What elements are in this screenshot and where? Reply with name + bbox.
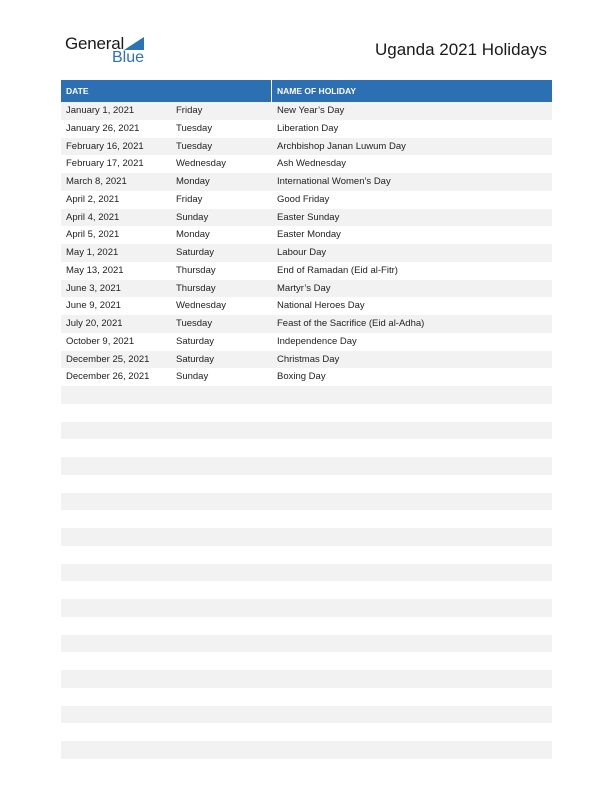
holiday-date: December 25, 2021 — [66, 353, 150, 365]
holiday-date: June 9, 2021 — [66, 300, 121, 312]
holiday-weekday: Friday — [176, 105, 203, 116]
table-row — [61, 706, 552, 724]
holiday-name: Liberation Day — [277, 122, 339, 134]
table-row — [61, 333, 552, 351]
holiday-weekday: Saturday — [176, 335, 215, 347]
holiday-weekday: Sunday — [176, 371, 209, 383]
table-row — [61, 138, 552, 156]
holiday-name: Martyr’s Day — [277, 282, 331, 294]
table-row — [61, 173, 552, 191]
table-row — [61, 439, 552, 457]
table-row — [61, 493, 552, 511]
table-row — [61, 741, 552, 759]
holiday-date: October 9, 2021 — [66, 335, 135, 347]
table-row — [61, 670, 552, 688]
holiday-date: March 8, 2021 — [66, 176, 127, 187]
table-row — [61, 652, 552, 670]
table-row — [61, 155, 552, 173]
holiday-weekday: Thursday — [176, 264, 216, 276]
holiday-weekday: Monday — [176, 176, 210, 187]
table-row — [61, 244, 552, 262]
holiday-weekday: Wednesday — [176, 158, 226, 170]
holiday-date: July 20, 2021 — [66, 318, 123, 329]
table-header — [61, 80, 552, 102]
table-row — [61, 723, 552, 741]
holiday-weekday: Saturday — [176, 247, 215, 258]
holiday-date: February 17, 2021 — [66, 158, 144, 170]
holiday-name: National Heroes Day — [277, 300, 365, 312]
holiday-date: April 4, 2021 — [66, 211, 120, 223]
holiday-date: May 13, 2021 — [66, 264, 124, 276]
holiday-weekday: Sunday — [176, 211, 209, 223]
table-row — [61, 510, 552, 528]
table-row — [61, 368, 552, 386]
table-row — [61, 688, 552, 706]
table-row — [61, 209, 552, 227]
table-row — [61, 404, 552, 422]
holiday-weekday: Tuesday — [176, 122, 213, 134]
table-row — [61, 262, 552, 280]
table-row — [61, 599, 552, 617]
holiday-table — [61, 80, 552, 759]
holiday-weekday: Thursday — [176, 282, 216, 294]
header-holiday-name: NAME OF HOLIDAY — [277, 86, 357, 96]
holiday-name: Ash Wednesday — [277, 158, 347, 170]
table-row — [61, 581, 552, 599]
holiday-weekday: Tuesday — [176, 318, 213, 329]
table-row — [61, 102, 552, 120]
holiday-weekday: Tuesday — [176, 140, 213, 152]
table-row — [61, 528, 552, 546]
table-row — [61, 120, 552, 138]
holiday-name: New Year’s Day — [277, 105, 345, 116]
holiday-weekday: Monday — [176, 229, 210, 241]
holiday-name: International Women’s Day — [277, 176, 391, 187]
table-row — [61, 386, 552, 404]
table-row — [61, 635, 552, 653]
holiday-date: April 5, 2021 — [66, 229, 120, 241]
holiday-date: February 16, 2021 — [66, 140, 144, 152]
table-row — [61, 564, 552, 582]
table-row — [61, 475, 552, 493]
logo-blue-text: Blue — [112, 49, 145, 66]
holiday-name: Boxing Day — [277, 371, 326, 383]
header-divider — [271, 80, 272, 102]
holiday-weekday: Friday — [176, 193, 203, 205]
holiday-date: June 3, 2021 — [66, 282, 121, 294]
table-row — [61, 422, 552, 440]
holiday-date: January 26, 2021 — [66, 122, 140, 134]
table-row — [61, 315, 552, 333]
holiday-weekday: Wednesday — [176, 300, 226, 312]
table-row — [61, 351, 552, 369]
holiday-date: December 26, 2021 — [66, 371, 150, 383]
holiday-name: Easter Sunday — [277, 211, 340, 223]
holiday-weekday: Saturday — [176, 353, 215, 365]
holiday-date: April 2, 2021 — [66, 193, 120, 205]
table-row — [61, 280, 552, 298]
header-date: DATE — [66, 86, 89, 96]
holiday-name: Christmas Day — [277, 353, 340, 365]
table-row — [61, 546, 552, 564]
holiday-name: Feast of the Sacrifice (Eid al-Adha) — [277, 318, 425, 329]
holiday-date: May 1, 2021 — [66, 247, 119, 258]
table-body — [61, 102, 552, 759]
table-row — [61, 617, 552, 635]
holiday-name: End of Ramadan (Eid al-Fitr) — [277, 264, 398, 276]
logo-general-text: General — [65, 34, 125, 53]
table-row — [61, 226, 552, 244]
table-row — [61, 297, 552, 315]
holiday-name: Labour Day — [277, 247, 327, 258]
holiday-name: Independence Day — [277, 335, 357, 347]
page-title: Uganda 2021 Holidays — [374, 40, 547, 59]
holiday-date: January 1, 2021 — [66, 105, 135, 116]
holiday-name: Easter Monday — [277, 229, 341, 241]
logo — [65, 34, 155, 70]
holiday-name: Archbishop Janan Luwum Day — [277, 140, 406, 152]
holiday-name: Good Friday — [277, 193, 330, 205]
table-row — [61, 457, 552, 475]
table-row — [61, 191, 552, 209]
